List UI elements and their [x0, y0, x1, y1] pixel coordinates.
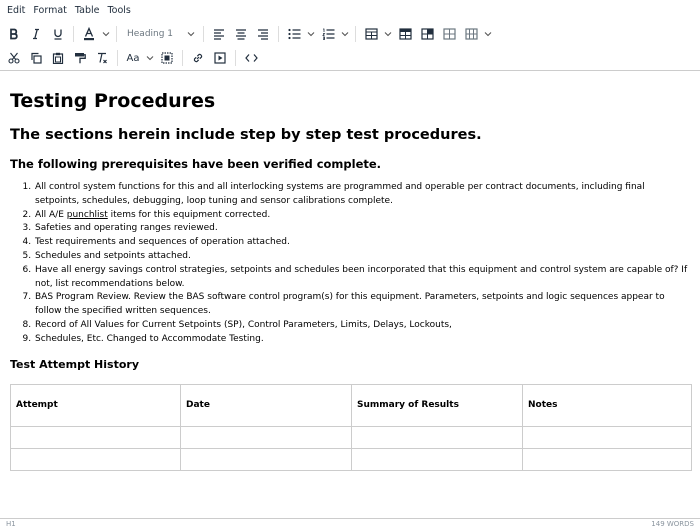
list-item: 5. Schedules and setpoints attached.	[34, 250, 690, 264]
table-column-chevron-down-icon[interactable]	[483, 23, 493, 45]
chevron-down-icon	[187, 31, 195, 37]
toolbar-separator	[203, 26, 204, 42]
media-icon[interactable]	[210, 47, 230, 69]
list-item: 8. Record of All Values for Current Setpoints (SP), Control Parameters, Limits, Delays, Lockouts,	[34, 319, 690, 333]
table-cell-props-button[interactable]	[417, 23, 437, 45]
table-cell[interactable]	[523, 448, 692, 470]
element-path[interactable]: H1	[6, 520, 16, 528]
table-cell[interactable]	[11, 426, 181, 448]
prerequisites-heading: The following prerequisites have been verified complete.	[10, 157, 382, 171]
font-size-button[interactable]: Aa	[126, 52, 140, 64]
table-row	[11, 448, 692, 470]
editor-content[interactable]	[0, 71, 700, 518]
toolbar-separator	[235, 50, 236, 66]
word-count[interactable]: 149 WORDS	[651, 520, 694, 528]
paste-icon[interactable]	[48, 47, 68, 69]
bullet-list-button[interactable]	[284, 23, 304, 45]
italic-button[interactable]	[26, 23, 46, 45]
table-row-button[interactable]	[439, 23, 459, 45]
source-block-icon[interactable]	[157, 47, 177, 69]
table-cell[interactable]	[352, 426, 523, 448]
toolbar-row-1	[0, 22, 700, 46]
list-item: 9. Schedules, Etc. Changed to Accommodate Testing.	[34, 333, 690, 347]
toolbar-row-2	[0, 46, 700, 70]
table-props-button[interactable]	[395, 23, 415, 45]
header-cell-notes[interactable]: Notes	[523, 384, 692, 426]
toolbar-separator	[73, 26, 74, 42]
link-icon[interactable]	[188, 47, 208, 69]
numbered-list-button[interactable]	[318, 23, 338, 45]
menu-format[interactable]: Format	[33, 5, 67, 16]
table-row	[11, 426, 692, 448]
menubar	[0, 0, 700, 22]
font-size-chevron-down-icon[interactable]	[145, 47, 155, 69]
table-cell[interactable]	[181, 426, 352, 448]
numbered-list-chevron-down-icon[interactable]	[340, 23, 350, 45]
punchlist-word: punchlist	[66, 209, 108, 220]
table-cell[interactable]	[11, 448, 181, 470]
table-cell[interactable]	[523, 426, 692, 448]
cut-icon[interactable]	[4, 47, 24, 69]
attempt-history-table	[10, 384, 692, 471]
header-cell-attempt[interactable]: Attempt	[11, 384, 181, 426]
toolbar-separator	[182, 50, 183, 66]
list-item: 3. Safeties and operating ranges reviewed.	[34, 222, 690, 236]
block-format-select[interactable]	[121, 23, 199, 45]
header-cell-summary[interactable]: Summary of Results	[352, 384, 523, 426]
clear-formatting-icon[interactable]	[92, 47, 112, 69]
list-item	[34, 209, 690, 223]
block-format-value: Heading 1	[127, 29, 174, 39]
menu-tools[interactable]: Tools	[107, 5, 131, 16]
header-cell-date[interactable]: Date	[181, 384, 352, 426]
toolbar-separator	[278, 26, 279, 42]
table-button[interactable]	[361, 23, 381, 45]
history-heading: Test Attempt History	[10, 357, 139, 371]
list-item: 7. BAS Program Review. Review the BAS software control program(s) for this equipment. Parameters, setpoints and logic sequences appear to follow the specified written sequences.	[34, 291, 690, 319]
format-painter-icon[interactable]	[70, 47, 90, 69]
bullet-list-chevron-down-icon[interactable]	[306, 23, 316, 45]
toolbar-separator	[355, 26, 356, 42]
table-column-button[interactable]	[461, 23, 481, 45]
align-left-button[interactable]	[209, 23, 229, 45]
list-item: 6. Have all energy savings control strategies, setpoints and schedules been incorporated that this equipment and control system are capable of? If not, list recommendations below.	[34, 264, 690, 292]
toolbar-separator	[116, 26, 117, 42]
list-item-text: items for this equipment corrected.	[107, 209, 271, 220]
align-right-button[interactable]	[253, 23, 273, 45]
underline-button[interactable]	[48, 23, 68, 45]
table-cell[interactable]	[352, 448, 523, 470]
toolbar-separator	[117, 50, 118, 66]
table-cell[interactable]	[181, 448, 352, 470]
table-chevron-down-icon[interactable]	[383, 23, 393, 45]
menu-table[interactable]: Table	[74, 5, 100, 16]
bold-button[interactable]	[4, 23, 24, 45]
source-code-icon[interactable]	[241, 47, 261, 69]
list-item: 4. Test requirements and sequences of operation attached.	[34, 236, 690, 250]
text-color-button[interactable]	[79, 23, 99, 45]
prerequisites-list	[10, 181, 690, 347]
menu-edit[interactable]: Edit	[7, 5, 26, 16]
text-color-chevron-down-icon[interactable]	[101, 23, 111, 45]
table-header-row	[11, 384, 692, 426]
list-item: 1. All control system functions for this and all interlocking systems are programmed and operable per contract documents, including final setpoints, schedules, debugging, loop tuning and sensor calibrations complete.	[34, 181, 690, 209]
align-center-button[interactable]	[231, 23, 251, 45]
list-item-text: All A/E	[35, 209, 67, 220]
document-title: Testing Procedures	[10, 90, 216, 112]
statusbar	[0, 518, 700, 529]
document-subtitle: The sections herein include step by step test procedures.	[10, 127, 482, 143]
copy-icon[interactable]	[26, 47, 46, 69]
